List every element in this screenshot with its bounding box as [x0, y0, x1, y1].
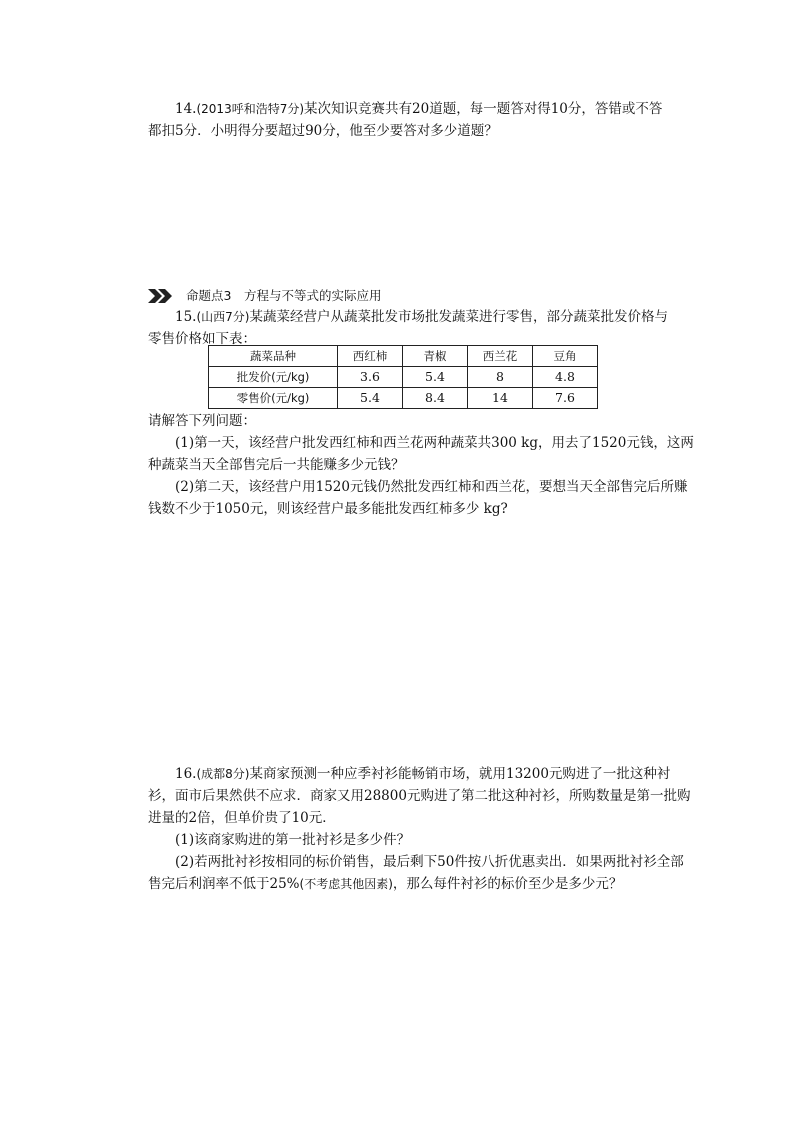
table-cell: 8	[468, 367, 533, 388]
table-header-cell: 豆角	[533, 346, 598, 367]
question-note: (不考虑其他因素)	[299, 877, 393, 891]
question-15	[148, 306, 676, 350]
table-header-cell: 蔬菜品种	[209, 346, 338, 367]
question-14-line-2: 都扣5分．小明得分要超过90分，他至少要答对多少道题？	[148, 123, 498, 139]
section-label: 命题点3 方程与不等式的实际应用	[186, 288, 382, 303]
section-heading	[148, 285, 676, 307]
question-source: (2013呼和浩特7分)	[196, 102, 305, 116]
table-row-label: 零售价(元/kg)	[209, 388, 338, 409]
question-16-line-3: 进量的2倍，但单价贵了10元．	[148, 810, 336, 826]
question-text: ，那么每件衬衫的标价至少是多少元？	[392, 876, 623, 892]
table-row-label: 批发价(元/kg)	[209, 367, 338, 388]
table-header-cell: 西红柿	[338, 346, 403, 367]
question-15-parts	[148, 410, 694, 520]
table-cell: 4.8	[533, 367, 598, 388]
table-header-cell: 西兰花	[468, 346, 533, 367]
question-14	[148, 98, 676, 142]
question-15-part-2-line-1: (2)第二天，该经营户用1520元钱仍然批发西红柿和西兰花，要想当天全部售完后所赚	[175, 479, 688, 495]
double-arrow-icon	[148, 289, 174, 303]
question-number: 16.	[175, 766, 197, 782]
table-header-cell: 青椒	[403, 346, 468, 367]
question-16-part-2-line-1: (2)若两批衬衫按相同的标价销售，最后剩下50件按八折优惠卖出．如果两批衬衫全部	[175, 854, 684, 870]
question-source: (山西7分)	[196, 310, 250, 324]
question-text: 售完后利润率不低于25%	[148, 876, 300, 892]
question-15-prompt: 请解答下列问题：	[148, 413, 256, 429]
table-row	[209, 388, 598, 409]
question-number: 15.	[175, 309, 197, 325]
question-15-line-2: 零售价格如下表：	[148, 331, 256, 347]
question-15-part-1-line-1: (1)第一天，该经营户批发西红柿和西兰花两种蔬菜共300 kg，用去了1520元钱，这两	[175, 435, 694, 451]
table-cell: 7.6	[533, 388, 598, 409]
question-15-part-1-line-2: 种蔬菜当天全部售完后一共能赚多少元钱？	[148, 457, 405, 473]
question-15-part-2-line-2: 钱数不少于1050元，则该经营户最多能批发西红柿多少 kg?	[148, 501, 508, 517]
question-16-line-2: 衫，面市后果然供不应求．商家又用28800元购进了第二批这种衬衫，所购数量是第一批购	[148, 788, 691, 804]
question-16-part-2-line-2	[148, 873, 676, 895]
table-cell: 14	[468, 388, 533, 409]
question-16	[148, 763, 691, 895]
question-text: 某蔬菜经营户从蔬菜批发市场批发蔬菜进行零售，部分蔬菜批发价格与	[249, 309, 668, 325]
table-cell: 3.6	[338, 367, 403, 388]
question-14-line-1	[148, 98, 676, 120]
table-cell: 5.4	[403, 367, 468, 388]
question-16-part-1: (1)该商家购进的第一批衬衫是多少件？	[175, 832, 411, 848]
question-text: 某商家预测一种应季衬衫能畅销市场，就用13200元购进了一批这种衬	[249, 766, 671, 782]
table-row	[209, 367, 598, 388]
question-15-line-1	[148, 306, 676, 328]
question-number: 14.	[175, 101, 197, 117]
question-16-line-1	[148, 763, 676, 785]
table-cell: 5.4	[338, 388, 403, 409]
question-text: 某次知识竞赛共有20道题，每一题答对得10分，答错或不答	[304, 101, 663, 117]
table-cell: 8.4	[403, 388, 468, 409]
price-table	[208, 345, 598, 409]
table-header-row	[209, 346, 598, 367]
question-source: (成都8分)	[196, 767, 250, 781]
